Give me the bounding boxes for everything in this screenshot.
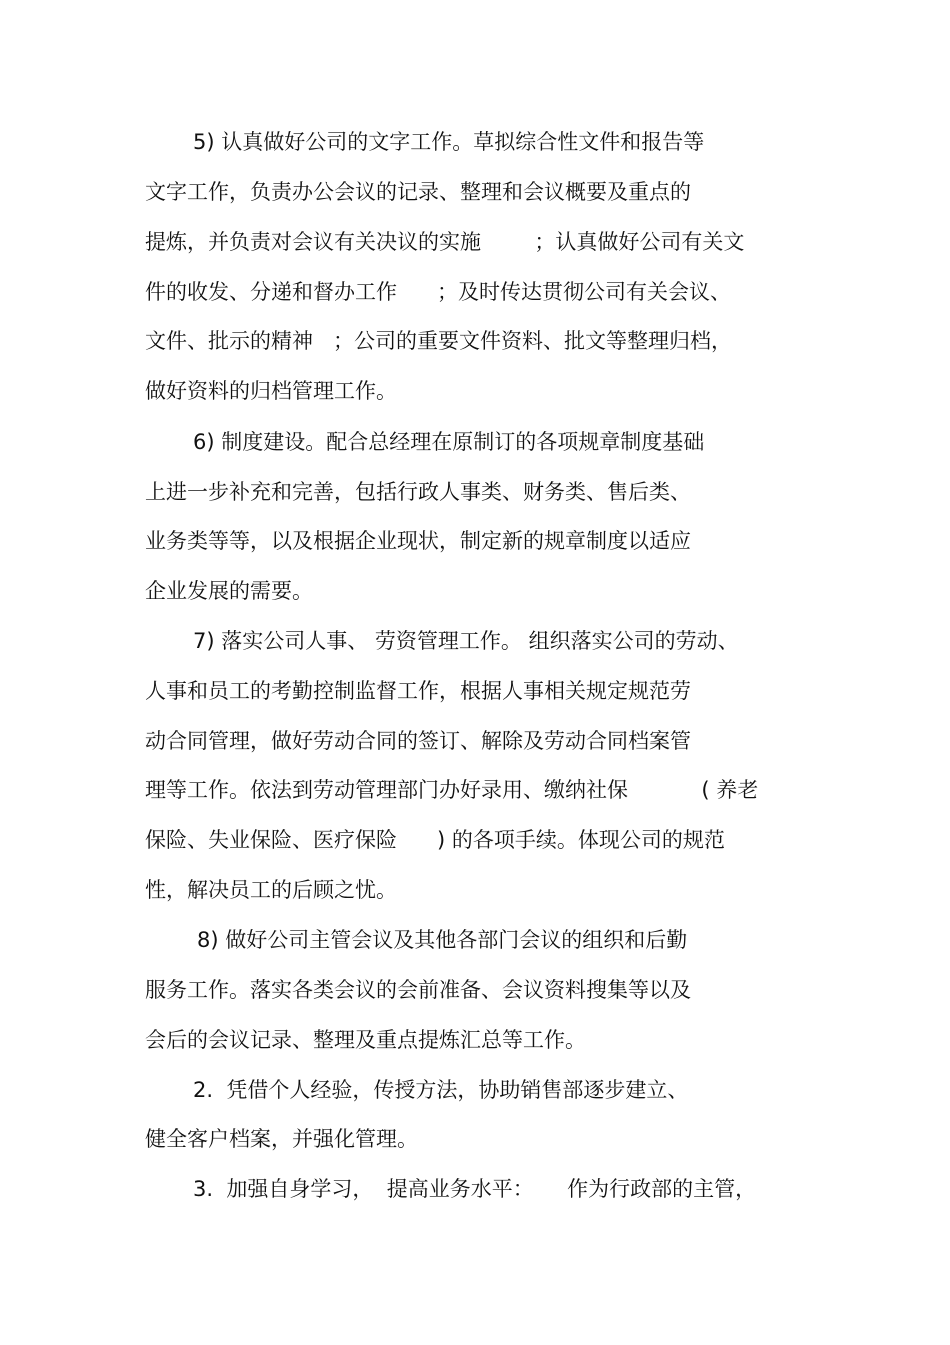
paragraph-6-line-1: 6) 制度建设。配合总经理在原制订的各项规章制度基础 [193,430,705,454]
item-2-line-2: 健全客户档案，并强化管理。 [145,1127,418,1151]
paragraph-8-line-2: 服务工作。落实各类会议的会前准备、会议资料搜集等以及 [145,978,691,1002]
item-3-line-1: 3. 加强自身学习， 提高业务水平： 作为行政部的主管， [193,1177,757,1201]
paragraph-8-line-1: 8) 做好公司主管会议及其他各部门会议的组织和后勤 [197,928,688,952]
paragraph-7-line-4: 理等工作。依法到劳动管理部门办好录用、缴纳社保 ( 养老 [145,778,759,802]
paragraph-7-line-1: 7) 落实公司人事、 劳资管理工作。 组织落实公司的劳动、 [193,629,739,653]
paragraph-5-line-5: 文件、批示的精神 ；公司的重要文件资料、批文等整理归档， [145,329,733,353]
paragraph-5-line-2: 文字工作，负责办公会议的记录、整理和会议概要及重点的 [145,180,691,204]
paragraph-5-line-3: 提炼，并负责对会议有关决议的实施 ；认真做好公司有关文 [145,230,745,254]
paragraph-6-line-3: 业务类等等，以及根据企业现状，制定新的规章制度以适应 [145,529,691,553]
paragraph-8-line-3: 会后的会议记录、整理及重点提炼汇总等工作。 [145,1028,586,1052]
paragraph-6-line-4: 企业发展的需要。 [145,579,313,603]
paragraph-5-line-4: 件的收发、分递和督办工作 ；及时传达贯彻公司有关会议、 [145,280,732,304]
item-2-line-1: 2. 凭借个人经验，传授方法，协助销售部逐步建立、 [193,1078,689,1102]
paragraph-5-line-6: 做好资料的归档管理工作。 [145,379,397,403]
paragraph-7-line-2: 人事和员工的考勤控制监督工作，根据人事相关规定规范劳 [145,679,691,703]
paragraph-7-line-6: 性，解决员工的后顾之忧。 [145,878,397,902]
paragraph-7-line-5: 保险、失业保险、医疗保险 ) 的各项手续。体现公司的规范 [145,828,725,852]
paragraph-6-line-2: 上进一步补充和完善，包括行政人事类、财务类、售后类、 [145,480,691,504]
paragraph-5-line-1: 5) 认真做好公司的文字工作。草拟综合性文件和报告等 [193,130,705,154]
paragraph-7-line-3: 动合同管理，做好劳动合同的签订、解除及劳动合同档案管 [145,729,691,753]
